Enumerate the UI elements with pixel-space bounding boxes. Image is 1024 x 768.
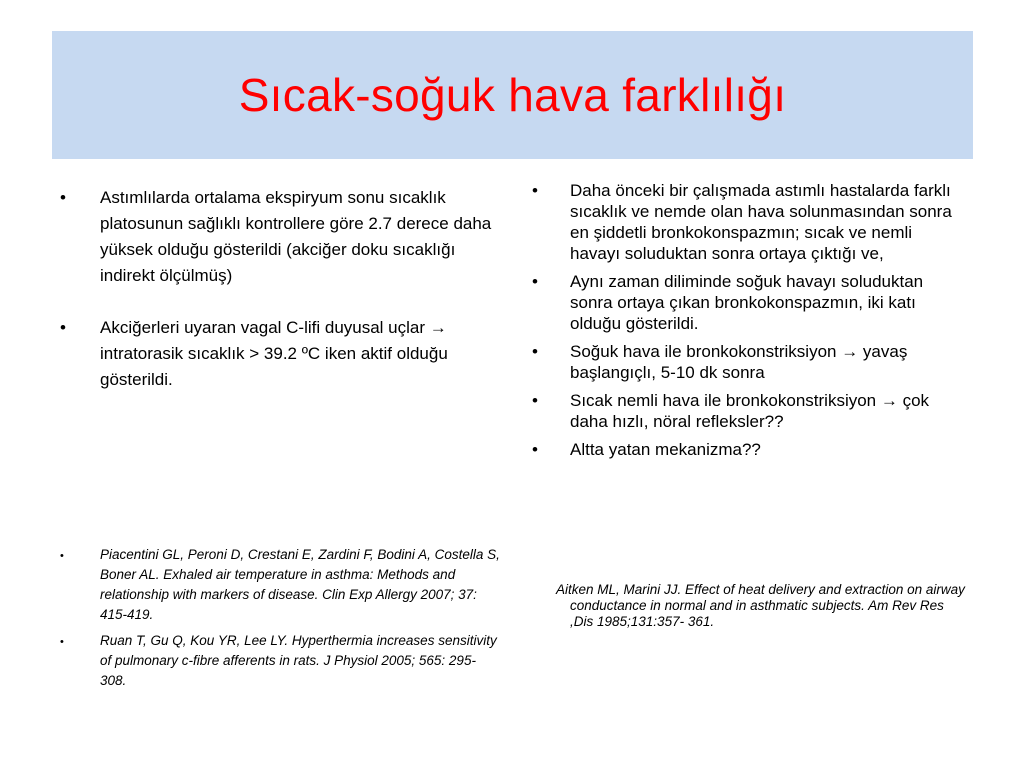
title-band <box>52 31 973 159</box>
right-bullet: • Daha önceki bir çalışmada astımlı hastalarda farklı sıcaklık ve nemde olan hava solunmasından sonra en şiddetli bronkokonspazmın; sıcak ve nemli havayı soluduktan sonra ortaya çıktığı ve, <box>532 180 962 264</box>
right-bullet: • Sıcak nemli hava ile bronkokonstriksiyon → çok daha hızlı, nöral refleksler?? <box>532 390 962 432</box>
left-bullet: • Akciğerleri uyaran vagal C-lifi duyusal uçlar → intratorasik sıcaklık > 39.2 ºC iken aktif olduğu gösterildi. <box>60 315 500 393</box>
right-bullet: • Soğuk hava ile bronkokonstriksiyon → yavaş başlangıçlı, 5-10 dk sonra <box>532 341 962 383</box>
left-bullet-list <box>60 185 500 393</box>
right-bullet-list <box>532 180 962 460</box>
left-bullet: • Astımlılarda ortalama ekspiryum sonu sıcaklık platosunun sağlıklı kontrollere göre 2.7 derece daha yüksek olduğu gösterildi (akciğer doku sıcaklığı indirekt ölçülmüş) <box>60 185 500 289</box>
right-bullet: • Altta yatan mekanizma?? <box>532 439 962 460</box>
right-reference: Aitken ML, Marini JJ. Effect of heat delivery and extraction on airway conductance in normal and in asthmatic subjects. Am Rev Res ,Dis 1985;131:357- 361. <box>556 582 965 629</box>
left-column <box>60 185 500 419</box>
right-bullet: • Aynı zaman diliminde soğuk havayı soluduktan sonra ortaya çıkan bronkokonspazmın, iki katı olduğu gösterildi. <box>532 271 962 334</box>
right-column <box>532 180 962 467</box>
slide-title: Sıcak-soğuk hava farklılığı <box>238 69 787 121</box>
reference-list <box>60 545 500 691</box>
left-references <box>60 545 500 697</box>
reference-item: • Piacentini GL, Peroni D, Crestani E, Zardini F, Bodini A, Costella S, Boner AL. Exhaled air temperature in asthma: Methods and relationship with markers of disease. Clin Exp Allergy 2007; 37: 415-419. <box>60 545 500 625</box>
reference-item: • Ruan T, Gu Q, Kou YR, Lee LY. Hyperthermia increases sensitivity of pulmonary c-fibre afferents in rats. J Physiol 2005; 565: 295-308. <box>60 631 500 691</box>
